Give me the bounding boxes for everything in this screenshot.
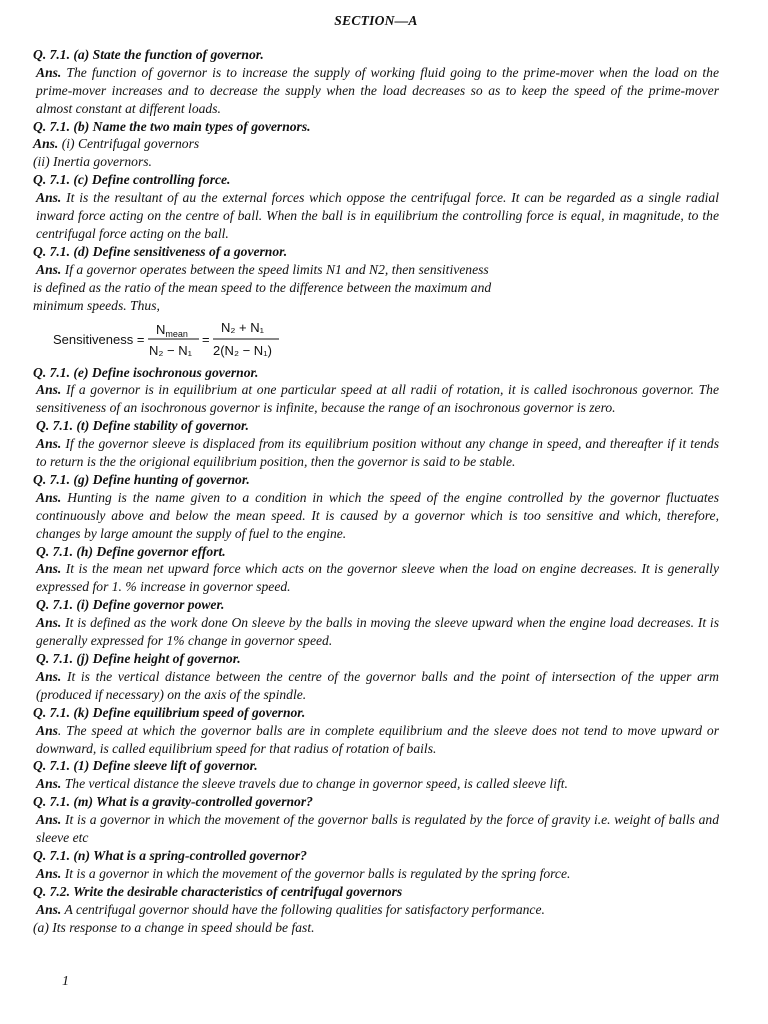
question-7-1-d: Q. 7.1. (d) Define sensitiveness of a governor.: [33, 243, 288, 259]
formula-lhs: Sensitiveness =: [53, 331, 145, 347]
answer-label: Ans: [36, 722, 58, 738]
question-7-1-n: Q. 7.1. (n) What is a spring-controlled governor?: [33, 847, 307, 863]
answer-text: It is a governor in which the movement of the governor balls is regulated by the spring force.: [64, 865, 571, 881]
answer-text: If a governor is in equilibrium at one particular speed at all radii of rotation, it is called isochronous governor. The sensitiveness of an isochronous governor is infinite, because the range of an isochronous governor is zero.: [36, 382, 720, 416]
answer-7-2: [33, 901, 719, 919]
answer-label: Ans.: [36, 561, 62, 577]
answer-7-1-c: [33, 189, 719, 243]
answer-text: A centrifugal governor should have the following qualities for satisfactory performance.: [64, 901, 545, 917]
fraction-1-denominator: N₂ − N₁: [149, 342, 193, 358]
answer-label: Ans.: [33, 136, 59, 152]
answer-text: It is the mean net upward force which acts on the governor sleeve when the load on engine decreases. It is generally expressed for 1. % increase in governor speed.: [36, 561, 719, 595]
question-7-1-i: Q. 7.1. (i) Define governor power.: [36, 597, 225, 613]
answer-text: If a governor operates between the speed limits N1 and N2, then sensitiveness: [64, 261, 489, 277]
answer-text: If the governor sleeve is displaced from its equilibrium position without any change in speed, and thereafter if it tends to return is the the origional equilibrium position, then the governor is said to be stable.: [36, 436, 719, 470]
answer-label: Ans.: [36, 261, 62, 277]
answer-7-1-t: [33, 435, 719, 471]
question-7-2: Q. 7.2. Write the desirable characteristics of centrifugal governors: [33, 883, 403, 899]
answer-label: Ans.: [36, 489, 62, 505]
answer-label: Ans.: [36, 615, 62, 631]
answer-7-1-h: [33, 560, 719, 596]
answer-7-1-k: [33, 722, 719, 758]
answer-7-2-item-a: (a) Its response to a change in speed should be fast.: [33, 919, 315, 935]
answer-7-1-i: [33, 614, 719, 650]
question-7-1-l: Q. 7.1. (1) Define sleeve lift of governor.: [33, 758, 258, 774]
answer-label: Ans.: [36, 190, 62, 206]
answer-label: Ans.: [36, 436, 62, 452]
answer-text: (i) Centrifugal governors: [61, 136, 200, 152]
answer-7-1-j: [33, 668, 719, 704]
answer-label: Ans.: [36, 812, 62, 828]
answer-7-1-d-line-2: is defined as the ratio of the mean speed to the difference between the maximum and: [33, 279, 492, 295]
answer-text: It is the resultant of au the external forces which oppose the centrifugal force. It can be regarded as a single radial inward force acting on the centre of ball. When the ball is in equilibrium the controlling force is equal, in magnitude, to the centrifugal force acting on the ball.: [36, 190, 719, 241]
answer-7-1-d-line-3: minimum speeds. Thus,: [33, 297, 160, 313]
answer-text: The vertical distance the sleeve travels due to change in governor speed, is called sleeve lift.: [64, 776, 568, 792]
formula-equals: =: [202, 331, 210, 347]
section-title: SECTION—A: [334, 13, 418, 28]
answer-label: Ans.: [36, 64, 62, 80]
answer-7-1-b-line-2: (ii) Inertia governors.: [33, 154, 152, 170]
answer-7-1-g: [33, 489, 719, 543]
page-number: 1: [62, 974, 69, 989]
answer-text: . The speed at which the governor balls are in complete equilibrium and the sleeve does not tend to move upward or downward, is called equilibrium speed for that radius of rotation of bails.: [36, 722, 719, 756]
question-7-1-a: Q. 7.1. (a) State the function of governor.: [33, 46, 264, 62]
answer-label: Ans.: [36, 901, 62, 917]
answer-7-1-a: [33, 64, 719, 118]
answer-label: Ans.: [36, 668, 62, 684]
question-7-1-j: Q. 7.1. (j) Define height of governor.: [36, 651, 241, 666]
fraction-2-denominator: 2(N₂ − N₁): [213, 342, 272, 358]
question-7-1-e: Q. 7.1. (e) Define isochronous governor.: [33, 364, 259, 380]
formula-graphic: [51, 317, 311, 363]
answer-label: Ans.: [36, 382, 62, 398]
question-7-1-b: Q. 7.1. (b) Name the two main types of governors.: [33, 118, 311, 134]
fraction-1-numerator: $N_{mean}$: [156, 321, 188, 339]
sensitiveness-formula: [33, 317, 719, 363]
question-7-1-c: Q. 7.1. (c) Define controlling force.: [33, 172, 231, 188]
answer-7-1-b-line-1: [33, 135, 719, 153]
answer-text: It is defined as the work done On sleeve by the balls in moving the sleeve upward when the engine load decreases. It is generally expressed for 1% change in governor speed.: [36, 615, 719, 649]
question-7-1-t: Q. 7.1. (t) Define stability of governor.: [36, 418, 249, 434]
answer-7-1-l: [33, 775, 719, 793]
question-7-1-m: Q. 7.1. (m) What is a gravity-controlled governor?: [33, 794, 313, 810]
question-7-1-g: Q. 7.1. (g) Define hunting of governor.: [33, 471, 250, 487]
answer-text: It is a governor in which the movement of the governor balls is regulated by the force of gravity i.e. weight of balls and sleeve etc: [36, 812, 719, 846]
answer-text: Hunting is the name given to a condition in which the speed of the engine controlled by the governor fluctuates continuously above and below the mean speed. It is caused by a governor which is too sensitive and which, therefore, changes by large amount the supply of fuel to the engine.: [36, 489, 719, 541]
question-7-1-k: Q. 7.1. (k) Define equilibrium speed of governor.: [33, 704, 306, 720]
fraction-2-numerator: N₂ + N₁: [221, 319, 265, 335]
answer-7-1-d-line-1: [33, 261, 719, 279]
answer-7-1-e: [33, 381, 719, 417]
question-7-1-h: Q. 7.1. (h) Define governor effort.: [36, 543, 226, 559]
answer-7-1-n: [33, 865, 719, 883]
answer-text: The function of governor is to increase the supply of working fluid going to the prime-mover when the load on the prime-mover increases and to decrease the supply when the load decreases so as to keep the speed of the prime-mover almost constant at different loads.: [36, 64, 719, 116]
answer-label: Ans.: [36, 865, 62, 881]
document-page: [33, 12, 719, 937]
answer-7-1-m: [33, 811, 719, 847]
answer-text: It is the vertical distance between the centre of the governor balls and the point of intersection of the upper arm (produced if necessary) on the axis of the spindle.: [36, 668, 719, 702]
answer-label: Ans.: [36, 776, 62, 792]
